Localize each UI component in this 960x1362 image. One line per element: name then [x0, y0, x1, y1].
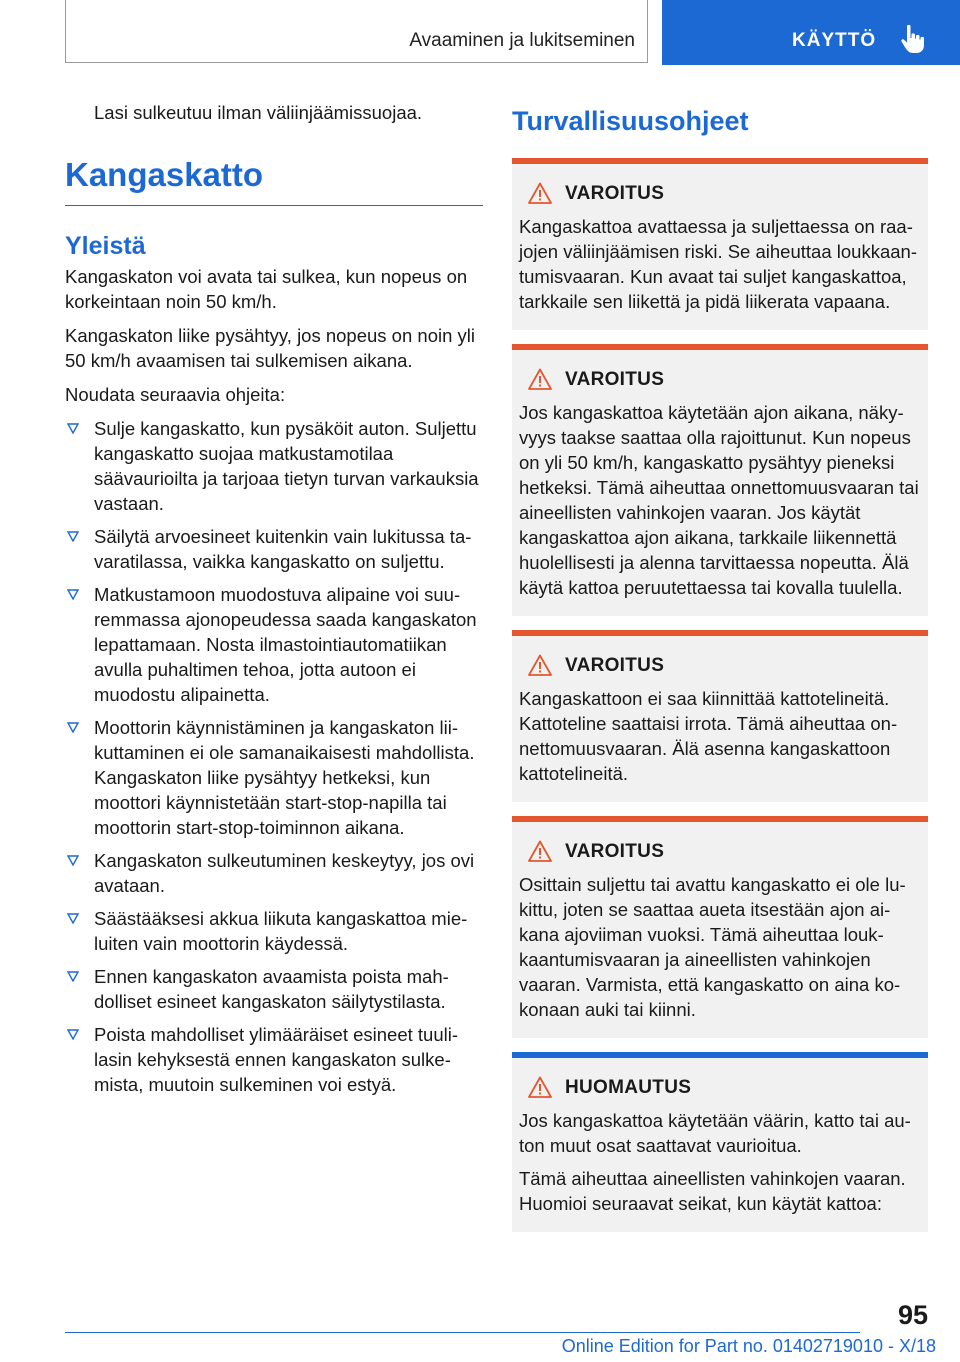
triangle-bullet-icon	[67, 589, 79, 600]
warning-text: Kangaskattoa avattaessa ja suljettaessa on raajojen väliinjäämisen riski. Se aiheuttaa loukkaantumisvaaran. Kun avaat tai suljet kangaskattoa, tarkkaile sen liikettä ja pidä liikerata vapaana.	[519, 216, 917, 312]
list-item	[65, 964, 483, 1014]
section-title: Avaaminen ja lukitseminen	[409, 30, 635, 51]
paragraph: Noudata seuraavia ohjeita:	[65, 384, 286, 405]
warning-header	[519, 182, 920, 210]
notice-box	[512, 1052, 928, 1232]
list-item	[65, 582, 483, 707]
notice-text: Jos kangaskattoa käytetään väärin, katto tai auton muut osat saattavat vaurioitua.	[519, 1110, 911, 1156]
notice-header	[519, 1076, 920, 1104]
warning-box	[512, 344, 928, 616]
triangle-bullet-icon	[67, 913, 79, 924]
warning-triangle-icon	[528, 654, 552, 676]
instruction-list	[65, 416, 483, 1097]
section-heading: Kangaskatto	[65, 155, 483, 206]
paragraph: Kangaskaton voi avata tai sulkea, kun nopeus on korkeintaan noin 50 km/h.	[65, 266, 468, 312]
warning-title: VAROITUS	[565, 369, 665, 390]
warning-triangle-icon	[528, 182, 552, 204]
hand-pointer-icon	[896, 22, 930, 56]
edition-text: Online Edition for Part no. 01402719010 - X/18	[561, 1336, 936, 1356]
list-item	[65, 715, 483, 840]
warning-header	[519, 840, 920, 868]
triangle-bullet-icon	[67, 722, 79, 733]
warning-header	[519, 368, 920, 396]
list-item	[65, 1022, 483, 1097]
page-number: 95	[897, 1300, 928, 1330]
warning-text: Kangaskattoon ei saa kiinnittää kattotelineitä. Kattoteline saattaisi irrota. Tämä aiheuttaa onnettomuusvaaran. Älä asenna kangaskattoon kattotelineitä.	[519, 688, 898, 784]
triangle-bullet-icon	[67, 423, 79, 434]
notice-text: Tämä aiheuttaa aineellisten vahinkojen vaaran. Huomioi seuraavat seikat, kun käytät kattoa:	[519, 1168, 906, 1214]
list-item-text: Matkustamoon muodostuva alipaine voi suuremmassa ajonopeudessa saada kangaskaton lepattamaan. Nosta ilmastointiautomatiikan avulla puhaltimen tehoa, jotta autoon ei muodostu alipainetta.	[94, 584, 477, 705]
list-item-text: Poista mahdolliset ylimääräiset esineet tuulilasin kehyksestä ennen kangaskaton sulkemista, muutoin sulkeminen voi estyä.	[94, 1024, 459, 1095]
chapter-tab[interactable]	[662, 0, 960, 65]
list-item-text: Kangaskaton sulkeutuminen keskeytyy, jos ovi avataan.	[94, 850, 475, 896]
warning-text: Osittain suljettu tai avattu kangaskatto ei ole lukittu, joten se saattaa aueta itsestään ajon aikana ajoviiman vuoksi. Tämä aiheuttaa loukkaantumisvaaran ja aineellisten vahinkojen vaaran. Varmista, että kangaskatto on aina kokonaan auki tai kiinni.	[519, 874, 906, 1020]
warning-triangle-icon	[528, 840, 552, 862]
right-column	[512, 100, 928, 1246]
paragraph: Kangaskaton liike pysähtyy, jos nopeus on noin yli 50 km/h avaamisen tai sulkemisen aikana.	[65, 325, 475, 371]
warning-title: VAROITUS	[565, 183, 665, 204]
warning-triangle-icon	[528, 368, 552, 390]
list-item	[65, 416, 483, 516]
header-section-box	[65, 0, 648, 63]
triangle-bullet-icon	[67, 855, 79, 866]
warning-box	[512, 158, 928, 330]
left-column	[65, 100, 483, 1105]
warning-box	[512, 816, 928, 1038]
intro-text: Lasi sulkeutuu ilman väliinjäämissuojaa.	[94, 102, 423, 123]
warning-title: VAROITUS	[565, 841, 665, 862]
warning-triangle-icon	[528, 1076, 552, 1098]
list-item	[65, 848, 483, 898]
triangle-bullet-icon	[67, 1029, 79, 1040]
list-item-text: Säilytä arvoesineet kuitenkin vain lukitussa tavaratilassa, vaikka kangaskatto on suljettu.	[94, 526, 472, 572]
chapter-tab-label: KÄYTTÖ	[792, 30, 877, 51]
safety-heading: Turvallisuusohjeet	[512, 106, 749, 136]
list-item-text: Ennen kangaskaton avaamista poista mahdolliset esineet kangaskaton säilytystilasta.	[94, 966, 449, 1012]
footer-divider	[65, 1332, 860, 1333]
warning-title: VAROITUS	[565, 655, 665, 676]
notice-title: HUOMAUTUS	[565, 1077, 692, 1098]
list-item	[65, 906, 483, 956]
subsection-heading: Yleistä	[65, 232, 146, 260]
warning-box	[512, 630, 928, 802]
list-item-text: Moottorin käynnistäminen ja kangaskaton liikuttaminen ei ole samanaikaisesti mahdollista. Kangaskaton liike pysähtyy hetkeksi, kun moottori käynnistetään start-stop-napilla tai moottorin start-stop-toiminnon aikana.	[94, 717, 475, 838]
warning-header	[519, 654, 920, 682]
triangle-bullet-icon	[67, 971, 79, 982]
triangle-bullet-icon	[67, 531, 79, 542]
list-item-text: Säästääksesi akkua liikuta kangaskattoa mieluiten vain moottorin käydessä.	[94, 908, 468, 954]
warning-text: Jos kangaskattoa käytetään ajon aikana, näkyvyys taakse saattaa olla rajoittunut. Kun nopeus on yli 50 km/h, kangaskatto pysähtyy pieneksi hetkeksi. Tämä aiheuttaa onnettomuusvaaran tai aineellisten vahinkojen vaaran. Jos käytät kangaskattoa ajon aikana, tarkkaile liikennettä huolellisesti ja alenna tarvittaessa nopeutta. Älä käytä kattoa peruutettaessa tai kovalla tuulella.	[519, 402, 919, 598]
list-item-text: Sulje kangaskatto, kun pysäköit auton. Suljettu kangaskatto suojaa matkustamotilaa säävaurioilta ja tarjoaa tietyn turvan varkauksia vastaan.	[94, 418, 479, 514]
list-item	[65, 524, 483, 574]
